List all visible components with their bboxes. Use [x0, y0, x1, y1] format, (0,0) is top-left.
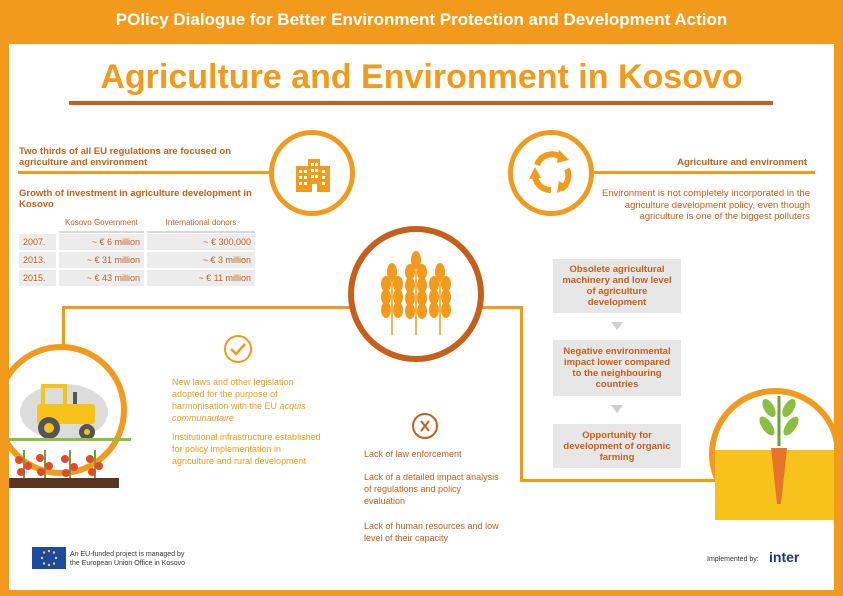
table-cell-gov: ~ € 43 million: [59, 270, 144, 286]
recycle-circle: [508, 130, 594, 216]
inter-logo-text: inter: [769, 549, 800, 565]
positive-laws-text: New laws and other legislation adopted for the purpose of harmonisation with the EU: [172, 377, 294, 411]
negative-item-impact-analysis: Lack of a detailed impact analysis of regulations and policy evaluation: [364, 472, 499, 506]
table-year: 2007.: [19, 234, 56, 250]
flow-box-machinery: Obsolete agricultural machinery and low level of agriculture development: [553, 259, 681, 313]
connector-top-right: [565, 171, 815, 174]
inter-logo: [769, 549, 811, 569]
table-cell-gov: ~ € 6 million: [59, 234, 144, 250]
table-year: 2015.: [19, 270, 56, 286]
eu-flag: [32, 547, 66, 569]
table-cell-donors: ~ € 11 million: [147, 270, 255, 286]
recycle-arrows-icon: [513, 135, 589, 211]
flow-box-impact: Negative environmental impact lower compared to the neighbouring countries: [553, 340, 681, 396]
banner-text: POlicy Dialogue for Better Environment Protection and Development Action: [115, 10, 728, 29]
connector-right-horizontal: [480, 306, 522, 309]
agri-env-text: Environment is not completely incorporated in the agriculture development policy, even though agriculture is one of the biggest polluters: [601, 188, 810, 222]
wheat-circle: [348, 226, 484, 362]
positive-item-laws: [172, 376, 322, 424]
header-banner: [0, 0, 843, 44]
carrot-scene: [705, 386, 834, 522]
table-cell-donors: ~ € 3 million: [147, 252, 255, 268]
connector-right-bottom: [520, 479, 720, 482]
title-underline: [69, 101, 773, 105]
table-header-gov: Kosovo Government: [59, 215, 144, 233]
page-title: Agriculture and Environment in Kosovo: [100, 58, 743, 96]
carrot-icon: [705, 386, 834, 522]
tractor-scene: [9, 342, 131, 492]
table-year: 2013.: [19, 252, 56, 268]
wheat-icon: [354, 232, 478, 356]
eu-regulations-fact: Two thirds of all EU regulations are focused on agriculture and environment: [19, 146, 232, 168]
negative-item-human-resources: Lack of human resources and low level of their capacity: [364, 521, 499, 543]
flow-arrow: [611, 405, 623, 413]
flow-arrow: [611, 322, 623, 330]
table-cell-gov: ~ € 31 million: [59, 252, 144, 268]
growth-title: Growth of investment in agriculture development in Kosovo: [19, 188, 252, 210]
connector-left-horizontal: [62, 306, 352, 309]
flow-box-organic: Opportunity for development of organic farming: [553, 424, 681, 468]
implemented-by-label: Implemented by:: [707, 556, 759, 563]
connector-top: [18, 171, 283, 174]
negative-item-enforcement: Lack of law enforcement: [364, 449, 462, 459]
eu-funding-text: An EU-funded project is managed by the European Union Office in Kosovo: [70, 551, 186, 567]
cross-icon: [411, 412, 439, 440]
checkmark-icon: [223, 334, 253, 364]
tractor-icon: [9, 342, 131, 492]
positive-item-infrastructure: Institutional infrastructure established for policy implementation in agriculture and rural development: [172, 432, 321, 466]
table-cell-donors: ~ € 300,000: [147, 234, 255, 250]
positive-laws-acquis: acquis communautaire: [172, 401, 306, 423]
table-header-donors: International donors: [147, 215, 255, 233]
building-circle: [269, 130, 355, 216]
agri-env-heading: Agriculture and environment: [677, 157, 807, 168]
connector-right-vertical: [520, 306, 523, 481]
building-icon: [274, 135, 350, 211]
